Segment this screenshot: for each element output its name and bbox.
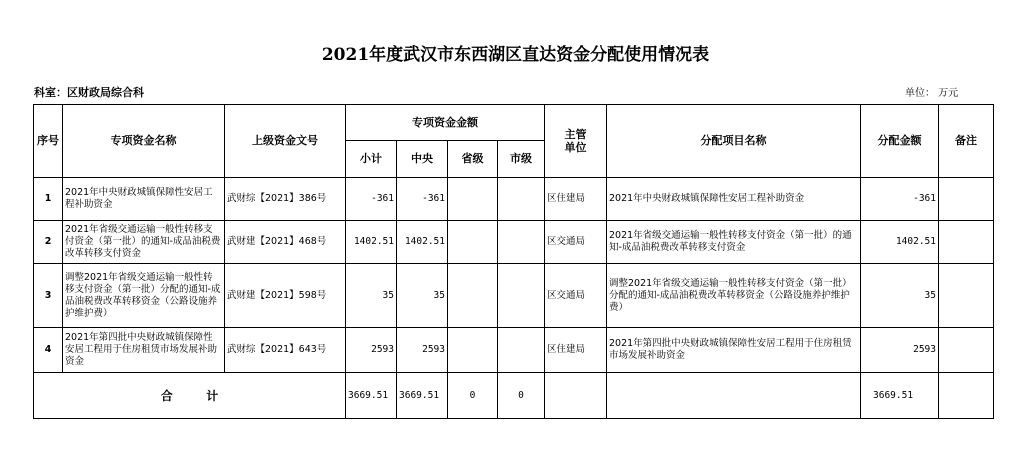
cell-seq: 3 bbox=[34, 264, 63, 328]
total-remark-empty bbox=[939, 373, 994, 419]
cell-provincial bbox=[448, 328, 498, 373]
col-header-seq: 序号 bbox=[34, 105, 63, 178]
col-header-subtotal: 小计 bbox=[346, 141, 397, 178]
department-label: 科室：区财政局综合科 bbox=[34, 86, 144, 99]
cell-central: 35 bbox=[397, 264, 448, 328]
cell-remark bbox=[939, 328, 994, 373]
cell-doc-no: 武财建【2021】598号 bbox=[225, 264, 346, 328]
cell-remark bbox=[939, 178, 994, 221]
total-subtotal: 3669.51 bbox=[346, 373, 397, 419]
cell-alloc: 1402.51 bbox=[861, 221, 939, 264]
table-row bbox=[34, 328, 994, 373]
cell-dept: 区交通局 bbox=[545, 264, 607, 328]
cell-fund-name: 调整2021年省级交通运输一般性转移支付资金（第一批）分配的通知-成品油税费改革转移资金（公路设施养护维护费） bbox=[63, 264, 225, 328]
col-header-amount-group: 专项资金金额 bbox=[346, 105, 545, 141]
cell-provincial bbox=[448, 264, 498, 328]
cell-central: 2593 bbox=[397, 328, 448, 373]
cell-doc-no: 武财建【2021】468号 bbox=[225, 221, 346, 264]
col-header-remark: 备注 bbox=[939, 105, 994, 178]
col-header-central: 中央 bbox=[397, 141, 448, 178]
col-header-provincial: 省级 bbox=[448, 141, 498, 178]
table-row bbox=[34, 178, 994, 221]
total-project-empty bbox=[607, 373, 861, 419]
cell-city bbox=[498, 264, 545, 328]
cell-project: 2021年省级交通运输一般性转移支付资金（第一批）的通知-成品油税费改革转移支付资金 bbox=[607, 221, 861, 264]
cell-alloc: 35 bbox=[861, 264, 939, 328]
total-central: 3669.51 bbox=[397, 373, 448, 419]
col-header-city: 市级 bbox=[498, 141, 545, 178]
cell-dept: 区交通局 bbox=[545, 221, 607, 264]
unit-label: 单位： 万元 bbox=[905, 88, 959, 99]
header-row-1 bbox=[34, 105, 994, 141]
col-header-alloc: 分配金额 bbox=[861, 105, 939, 178]
total-city: 0 bbox=[498, 373, 545, 419]
cell-fund-name: 2021年省级交通运输一般性转移支付资金（第一批）的通知-成品油税费改革转移支付资金 bbox=[63, 221, 225, 264]
cell-subtotal: 35 bbox=[346, 264, 397, 328]
cell-fund-name: 2021年第四批中央财政城镇保障性安居工程用于住房租赁市场发展补助资金 bbox=[63, 328, 225, 373]
cell-remark bbox=[939, 221, 994, 264]
cell-project: 调整2021年省级交通运输一般性转移支付资金（第一批）分配的通知-成品油税费改革转移资金（公路设施养护维护费） bbox=[607, 264, 861, 328]
cell-subtotal: -361 bbox=[346, 178, 397, 221]
cell-project: 2021年第四批中央财政城镇保障性安居工程用于住房租赁市场发展补助资金 bbox=[607, 328, 861, 373]
cell-city bbox=[498, 178, 545, 221]
cell-doc-no: 武财综【2021】386号 bbox=[225, 178, 346, 221]
cell-alloc: 2593 bbox=[861, 328, 939, 373]
cell-central: -361 bbox=[397, 178, 448, 221]
cell-central: 1402.51 bbox=[397, 221, 448, 264]
total-label: 合 计 bbox=[34, 373, 346, 419]
page-title: 2021年度武汉市东西湖区直达资金分配使用情况表 bbox=[321, 45, 710, 65]
cell-fund-name: 2021年中央财政城镇保障性安居工程补助资金 bbox=[63, 178, 225, 221]
col-header-project: 分配项目名称 bbox=[607, 105, 861, 178]
table-row bbox=[34, 221, 994, 264]
cell-alloc: -361 bbox=[861, 178, 939, 221]
total-dept-empty bbox=[545, 373, 607, 419]
cell-city bbox=[498, 328, 545, 373]
total-alloc: 3669.51 bbox=[861, 373, 939, 419]
cell-dept: 区住建局 bbox=[545, 328, 607, 373]
col-header-doc-no: 上级资金文号 bbox=[225, 105, 346, 178]
table-row bbox=[34, 264, 994, 328]
total-provincial: 0 bbox=[448, 373, 498, 419]
cell-subtotal: 2593 bbox=[346, 328, 397, 373]
cell-seq: 4 bbox=[34, 328, 63, 373]
cell-seq: 1 bbox=[34, 178, 63, 221]
total-row bbox=[34, 373, 994, 419]
cell-project: 2021年中央财政城镇保障性安居工程补助资金 bbox=[607, 178, 861, 221]
cell-city bbox=[498, 221, 545, 264]
col-header-dept: 主管单位 bbox=[545, 105, 607, 178]
cell-doc-no: 武财综【2021】643号 bbox=[225, 328, 346, 373]
cell-subtotal: 1402.51 bbox=[346, 221, 397, 264]
col-header-fund-name: 专项资金名称 bbox=[63, 105, 225, 178]
cell-provincial bbox=[448, 178, 498, 221]
cell-remark bbox=[939, 264, 994, 328]
cell-dept: 区住建局 bbox=[545, 178, 607, 221]
fund-table bbox=[33, 104, 994, 419]
cell-seq: 2 bbox=[34, 221, 63, 264]
cell-provincial bbox=[448, 221, 498, 264]
